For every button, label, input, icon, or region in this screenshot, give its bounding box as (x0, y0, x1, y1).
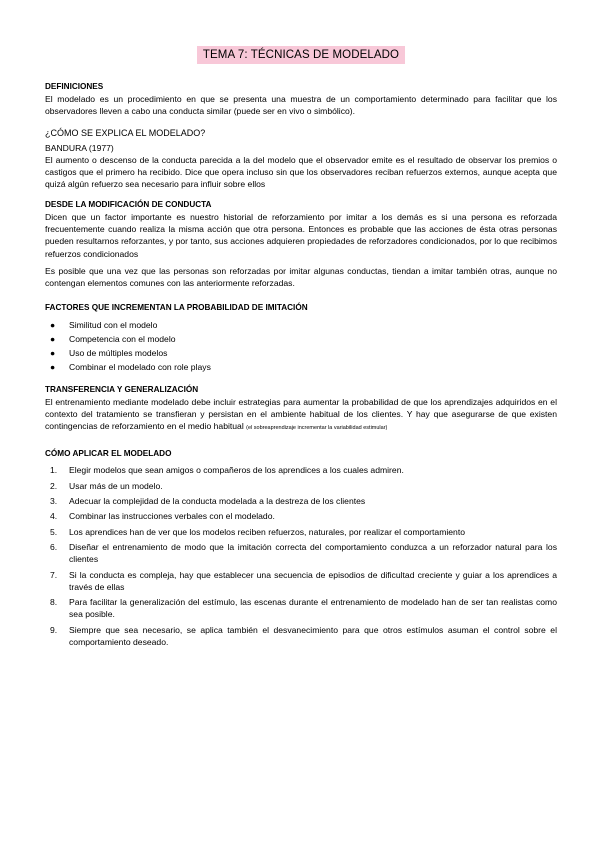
bullet-icon: ● (50, 319, 56, 330)
modificacion-heading: DESDE LA MODIFICACIÓN DE CONDUCTA (45, 199, 212, 209)
list-item: 6. Diseñar el entrenamiento de modo que la imitación correcta del comportamiento conduzca a un reforzador natural para los clientes (50, 541, 557, 565)
modificacion-text: Dicen que un factor importante es nuestro historial de reforzamiento por imitar a los demás es si una persona es reforzada frecuentemente cuando realiza la misma acción que otra persona. Entonces es probable que las acciones de ésta otras personas pueden resultarnos reforzantes, y por tanto, sus acciones adquieren propiedades de reforzadores condicionados, por lo que recibimos refuerzos condicionados (45, 211, 557, 259)
list-item: 4. Combinar las instrucciones verbales con el modelado. (50, 511, 275, 522)
bandura-text: El aumento o descenso de la conducta parecida a la del modelo que el observador emite es el resultado de observar los premios o castigos que el primero ha recibido. Dice que opera incluso sin que los observadores reciban refuerzos externos, aunque acepta que quizá algún refuerzo sea necesario para influir sobre ellos (45, 154, 557, 190)
extra-text: Es posible que una vez que las personas son reforzadas por imitar algunas conductas, tiendan a imitar también otras, aunque no contengan elementos comunes con las anteriormente reforzadas. (45, 265, 557, 289)
bandura-label: BANDURA (1977) (45, 142, 114, 153)
transferencia-text (45, 396, 557, 435)
list-item: 9. Siempre que sea necesario, se aplica también el desvanecimiento para que otros estímulos asuman el control sobre el comportamiento deseado. (50, 624, 557, 648)
section-factores (45, 302, 557, 374)
list-item: 8. Para facilitar la generalización del estímulo, las escenas durante el entrenamiento de modelado han de ser tan realistas como sea posible. (50, 597, 557, 620)
bullet-icon: ● (50, 333, 56, 344)
aplicar-heading: CÓMO APLICAR EL MODELADO (45, 449, 172, 459)
transferencia-note: (el sobreaprendizaje incrementar la variabilidad estimular) (246, 425, 388, 432)
bullet-icon: ● (50, 361, 56, 372)
aplicar-steps (45, 464, 557, 648)
factores-heading: FACTORES QUE INCREMENTAN LA PROBABILIDAD DE IMITACIÓN (45, 302, 308, 312)
page-title: TEMA 7: TÉCNICAS DE MODELADO (197, 46, 405, 64)
section-como-explica (45, 127, 557, 290)
document-page (45, 46, 557, 657)
list-item: ● Combinar el modelado con role plays (50, 361, 211, 372)
definiciones-heading: DEFINICIONES (45, 82, 104, 91)
list-item: 3. Adecuar la complejidad de la conducta modelada a la destreza de los clientes (50, 496, 366, 507)
list-item: ● Uso de múltiples modelos (50, 347, 168, 358)
section-aplicar (45, 448, 557, 648)
section-definiciones (45, 81, 557, 118)
transferencia-heading: TRANSFERENCIA Y GENERALIZACIÓN (45, 384, 199, 394)
list-item: ● Similitud con el modelo (50, 319, 158, 330)
bullet-icon: ● (50, 347, 56, 358)
list-item: 2. Usar más de un modelo. (50, 480, 163, 491)
list-item: 5. Los aprendices han de ver que los modelos reciben refuerzos, naturales, por realizar el comportamiento (50, 526, 466, 537)
como-explica-heading: ¿CÓMO SE EXPLICA EL MODELADO? (45, 127, 206, 138)
definiciones-text: El modelado es un procedimiento en que se presenta una muestra de un comportamiento determinado para facilitar que los observadores lleven a cabo una conducta similar (puede ser en vivo o simbólico). (45, 94, 557, 117)
title-container (45, 46, 557, 64)
transferencia-body: El entrenamiento mediante modelado debe incluir estrategias para aumentar la probabilidad de que los aprendizajes adquiridos en el contexto del tratamiento se transfieran y persistan en el ambiente habitual de los clientes. Y hay que asegurarse de que existen contingencias de reforzamiento en el medio habitual (45, 396, 557, 432)
list-item: 1. Elegir modelos que sean amigos o compañeros de los aprendices a los cuales admiren. (50, 465, 404, 476)
list-item: ● Competencia con el modelo (50, 333, 176, 344)
list-item: 7. Si la conducta es compleja, hay que establecer una secuencia de episodios de dificultad creciente y guiar a los aprendices a través de ellas (50, 569, 557, 592)
section-transferencia (45, 384, 557, 435)
factores-list (45, 318, 557, 374)
